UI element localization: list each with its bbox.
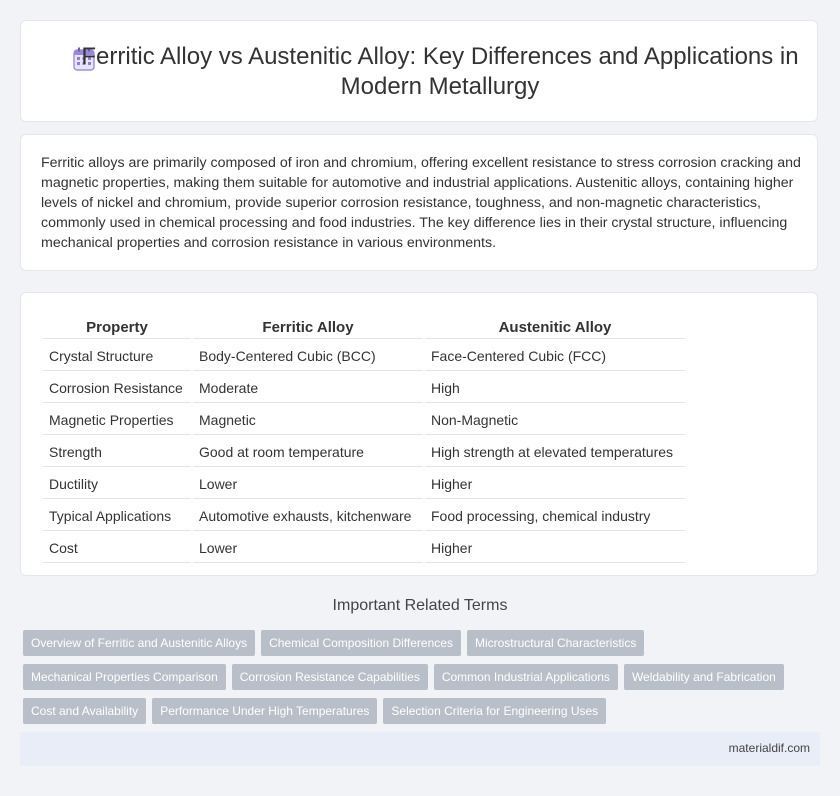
table-cell: Typical Applications xyxy=(43,501,191,531)
term-tag[interactable]: Selection Criteria for Engineering Uses xyxy=(383,698,606,724)
intro-card xyxy=(20,134,818,271)
comparison-card xyxy=(20,292,818,576)
table-cell: Corrosion Resistance xyxy=(43,373,191,403)
table-row xyxy=(43,373,685,403)
table-cell: High xyxy=(425,373,685,403)
table-row xyxy=(43,469,685,499)
table-header-row xyxy=(43,315,685,339)
table-cell: Food processing, chemical industry xyxy=(425,501,685,531)
term-tag[interactable]: Microstructural Characteristics xyxy=(467,630,644,656)
term-tag[interactable]: Common Industrial Applications xyxy=(434,664,618,690)
column-header-property: Property xyxy=(43,315,191,339)
page-title: Ferritic Alloy vs Austenitic Alloy: Key Differences and Applications in Modern Metallurgy xyxy=(81,43,799,100)
table-row xyxy=(43,437,685,467)
table-cell: Good at room temperature xyxy=(193,437,423,467)
table-cell: Body-Centered Cubic (BCC) xyxy=(193,341,423,371)
table-cell: Moderate xyxy=(193,373,423,403)
term-tag[interactable]: Corrosion Resistance Capabilities xyxy=(232,664,428,690)
table-cell: Ductility xyxy=(43,469,191,499)
table-cell: Lower xyxy=(193,469,423,499)
comparison-table xyxy=(41,313,687,565)
table-cell: Magnetic Properties xyxy=(43,405,191,435)
table-cell: Crystal Structure xyxy=(43,341,191,371)
term-tag[interactable]: Performance Under High Temperatures xyxy=(152,698,377,724)
term-tag[interactable]: Overview of Ferritic and Austenitic Alloys xyxy=(23,630,255,656)
table-cell: High strength at elevated temperatures xyxy=(425,437,685,467)
table-cell: Automotive exhausts, kitchenware xyxy=(193,501,423,531)
table-cell: Higher xyxy=(425,533,685,563)
footer xyxy=(20,732,820,766)
term-tag[interactable]: Chemical Composition Differences xyxy=(261,630,461,656)
footer-site-link[interactable]: materialdif.com xyxy=(728,741,810,755)
table-cell: Non-Magnetic xyxy=(425,405,685,435)
table-cell: Magnetic xyxy=(193,405,423,435)
table-cell: Lower xyxy=(193,533,423,563)
header-card xyxy=(20,20,818,122)
table-row xyxy=(43,533,685,563)
table-cell: Face-Centered Cubic (FCC) xyxy=(425,341,685,371)
column-header-ferritic: Ferritic Alloy xyxy=(193,315,423,339)
table-row xyxy=(43,341,685,371)
table-cell: Cost xyxy=(43,533,191,563)
intro-paragraph: Ferritic alloys are primarily composed of iron and chromium, offering excellent resistance to stress corrosion cracking and magnetic properties, making them suitable for automotive and industrial applications. Austenitic alloys, containing higher levels of nickel and chromium, provide superior corrosion resistance, toughness, and non-magnetic characteristics, commonly used in chemical processing and food industries. The key difference lies in their crystal structure, influencing mechanical properties and corrosion resistance in various environments. xyxy=(41,155,801,251)
term-tag[interactable]: Cost and Availability xyxy=(23,698,146,724)
table-cell: Higher xyxy=(425,469,685,499)
related-terms-list xyxy=(20,628,820,730)
term-tag[interactable]: Weldability and Fabrication xyxy=(624,664,784,690)
term-tag[interactable]: Mechanical Properties Comparison xyxy=(23,664,226,690)
table-cell: Strength xyxy=(43,437,191,467)
table-row xyxy=(43,501,685,531)
column-header-austenitic: Austenitic Alloy xyxy=(425,315,685,339)
table-row xyxy=(43,405,685,435)
related-terms-heading: Important Related Terms xyxy=(332,597,508,614)
